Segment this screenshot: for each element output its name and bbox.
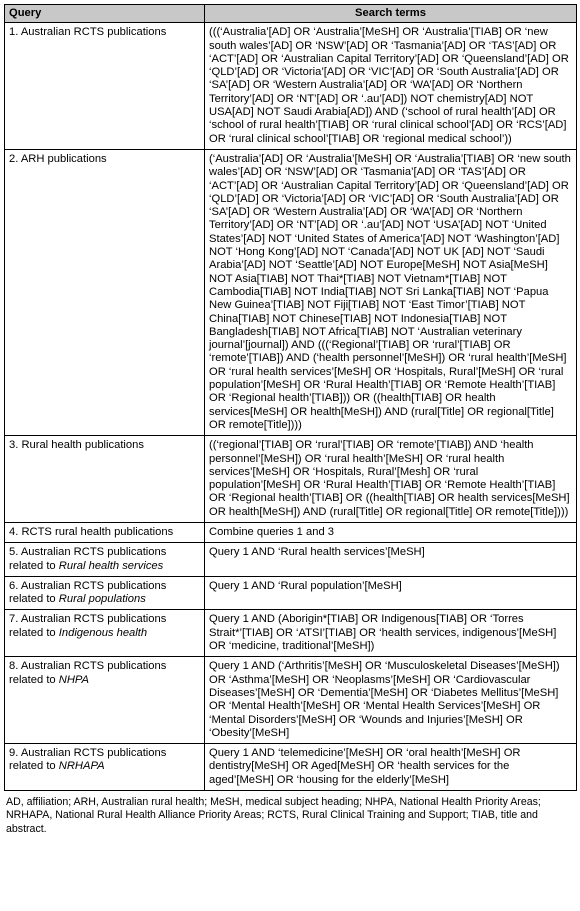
document [4,4,576,836]
terms-cell: Query 1 AND ‘telemedicine’[MeSH] OR ‘oral health’[MeSH] OR dentistry[MeSH] OR Aged[MeSH] OR ‘health services for the aged’[MeSH] OR ‘housing for the elderly’[MeSH] [205,744,577,791]
query-label: 4. RCTS rural health publications [9,525,174,538]
search-strategy-table [4,4,577,791]
query-cell [5,522,205,542]
terms-cell: ((‘regional’[TIAB] OR ‘rural’[TIAB] OR ‘remote’[TIAB]) AND ‘health personnel’[MeSH]) OR ‘rural health’[MeSH] OR ‘rural health services’[MeSH] OR ‘Hospitals, Rural’[Mesh] OR ‘rural population’[MeSH] OR ‘Rural Health’[TIAB] OR ‘Remote Health’[TIAB] OR ‘Regional health’[TIAB] OR ((health[TIAB] OR health services[MeSH] OR health[MeSH]) AND (rural[Title] OR regional[Title] OR remote[Title]))) [205,436,577,523]
query-label: 9. Australian RCTS publications related to [9,747,167,773]
query-topic: Indigenous health [58,626,148,639]
table-row [5,23,577,150]
query-label: 7. Australian RCTS publications related to [9,613,167,639]
query-cell [5,543,205,577]
table-row [5,744,577,791]
query-cell [5,23,205,150]
table-row [5,657,577,744]
terms-cell: Combine queries 1 and 3 [205,522,577,542]
table-footnote: AD, affiliation; ARH, Australian rural health; MeSH, medical subject heading; NHPA, National Health Priority Areas; NRHAPA, National Rural Health Alliance Priority Areas; RCTS, Rural Clinical Training and Support; TIAB, title and abstract. [6,796,541,835]
query-label: 1. Australian RCTS publications [9,26,167,39]
terms-cell: Query 1 AND ‘Rural health services’[MeSH] [205,543,577,577]
query-label: 3. Rural health publications [9,439,144,452]
terms-cell: (‘Australia’[AD] OR ‘Australia’[MeSH] OR ‘Australia’[TIAB] OR ‘new south wales’[AD] OR ‘NSW’[AD] OR ‘Tasmania’[AD] OR ‘TAS’[AD] OR ‘ACT’[AD] OR ‘Australian Capital Territory’[AD] OR ‘Queensland’[AD] OR ‘QLD’[AD] OR ‘Victoria’[AD] OR ‘VIC’[AD] OR ‘South Australia’[AD] OR ‘SA’[AD] OR ‘Western Australia’[AD] OR ‘WA’[AD] OR ‘Northern Territory’[AD] OR ‘NT’[AD] OR ‘.au’[AD] NOT ‘USA’[AD] NOT ‘United States’[AD] NOT ‘United States of America’[AD] NOT ‘Washington’[AD] NOT ‘Hong Kong’[AD] NOT ‘Canada’[AD] NOT UK [AD] NOT ‘Saudi Arabia’[AD] NOT ‘Seattle’[AD] NOT Europe[MeSH] NOT Asia[MeSH] NOT Asia[TIAB] NOT Thai*[TIAB] NOT Vietnam*[TIAB] NOT Cambodia[TIAB] NOT India[TIAB] NOT Sri Lanka[TIAB] NOT ‘Papua New Guinea’[TIAB] NOT Fiji[TIAB] NOT ‘East Timor’[TIAB] NOT China[TIAB] NOT Chinese[TIAB] NOT Indonesia[TIAB] NOT Bangladesh[TIAB] NOT Africa[TIAB] NOT ‘Australian veterinary journal’[journal]) AND (((‘Regional’[TIAB] OR ‘rural’[TIAB] OR ‘remote’[TIAB]) AND (‘health personnel’[MeSH]) OR ‘rural health’[MeSH] OR ‘rural health services’[MeSH] OR ‘Hospitals, Rural’[MeSH] OR ‘rural population’[MeSH] OR ‘Rural Health’[TIAB] OR ‘Remote Health’[TIAB] OR ‘Regional health’[TIAB])) OR ((health[TIAB] OR health services[MeSH] OR health[MeSH]) AND (rural[Title] OR regional[Title] OR remote[Title]))) [205,149,577,435]
query-label: 2. ARH publications [9,152,107,165]
table-row [5,436,577,523]
query-topic: Rural populations [58,593,146,606]
terms-cell: Query 1 AND (Aborigin*[TIAB] OR Indigenous[TIAB] OR ‘Torres Strait*’[TIAB] OR ‘ATSI’[TIAB] OR ‘health services, indigenous’[MeSH] OR ‘medicine, traditional’[MeSH]) [205,610,577,657]
query-cell [5,436,205,523]
query-label: 6. Australian RCTS publications related to [9,579,167,606]
query-topic: Rural health services [58,559,164,572]
query-label: 5. Australian RCTS publications related to [9,546,167,572]
query-label: 8. Australian RCTS publications related to [9,660,167,686]
header-search-terms: Search terms [205,5,577,23]
query-cell [5,149,205,435]
terms-cell: Query 1 AND ‘Rural population’[MeSH] [205,576,577,610]
table-row [5,543,577,577]
table-row [5,610,577,657]
query-cell [5,610,205,657]
table-row [5,522,577,542]
table-row [5,576,577,610]
query-cell [5,657,205,744]
table-row [5,149,577,435]
terms-cell: (((‘Australia’[AD] OR ‘Australia’[MeSH] OR ‘Australia’[TIAB] OR ‘new south wales’[AD] OR ‘NSW’[AD] OR ‘Tasmania’[AD] OR ‘TAS’[AD] OR ‘ACT’[AD] OR ‘Australian Capital Territory’[AD] OR ‘Queensland’[AD] OR ‘QLD’[AD] OR ‘Victoria’[AD] OR ‘VIC’[AD] OR ‘South Australia’[AD] OR ‘SA’[AD] OR ‘Western Australia’[AD] OR ‘WA’[AD] OR ‘Northern Territory’[AD] OR ‘NT’[AD] OR ‘.au’[AD]) NOT chemistry[AD] NOT USA[AD] NOT Saudi Arabia[AD]) AND (‘school of rural health’[AD] OR ‘school of rural health’[TIAB] OR ‘rural clinical school’[AD] OR ‘RCS’[AD] OR ‘rural clinical school’[TIAB] OR ‘regional medical school’)) [205,23,577,150]
query-topic: NRHAPA [58,760,105,773]
header-query: Query [5,5,205,23]
query-topic: NHPA [58,673,90,686]
table-header-row [5,5,577,23]
query-cell [5,576,205,610]
terms-cell: Query 1 AND (‘Arthritis’[MeSH] OR ‘Musculoskeletal Diseases’[MeSH]) OR ‘Asthma’[MeSH] OR ‘Neoplasms’[MeSH] OR ‘Cardiovascular Diseases’[MeSH] OR ‘Dementia’[MeSH] OR ‘Diabetes Mellitus’[MeSH] OR ‘Mental Health’[MeSH] OR ‘Mental Health Services’[MeSH] OR ‘Mental Disorders’[MeSH] OR ‘Wounds and Injuries’[MeSH] OR ‘Obesity’[MeSH] [205,657,577,744]
query-cell [5,744,205,791]
